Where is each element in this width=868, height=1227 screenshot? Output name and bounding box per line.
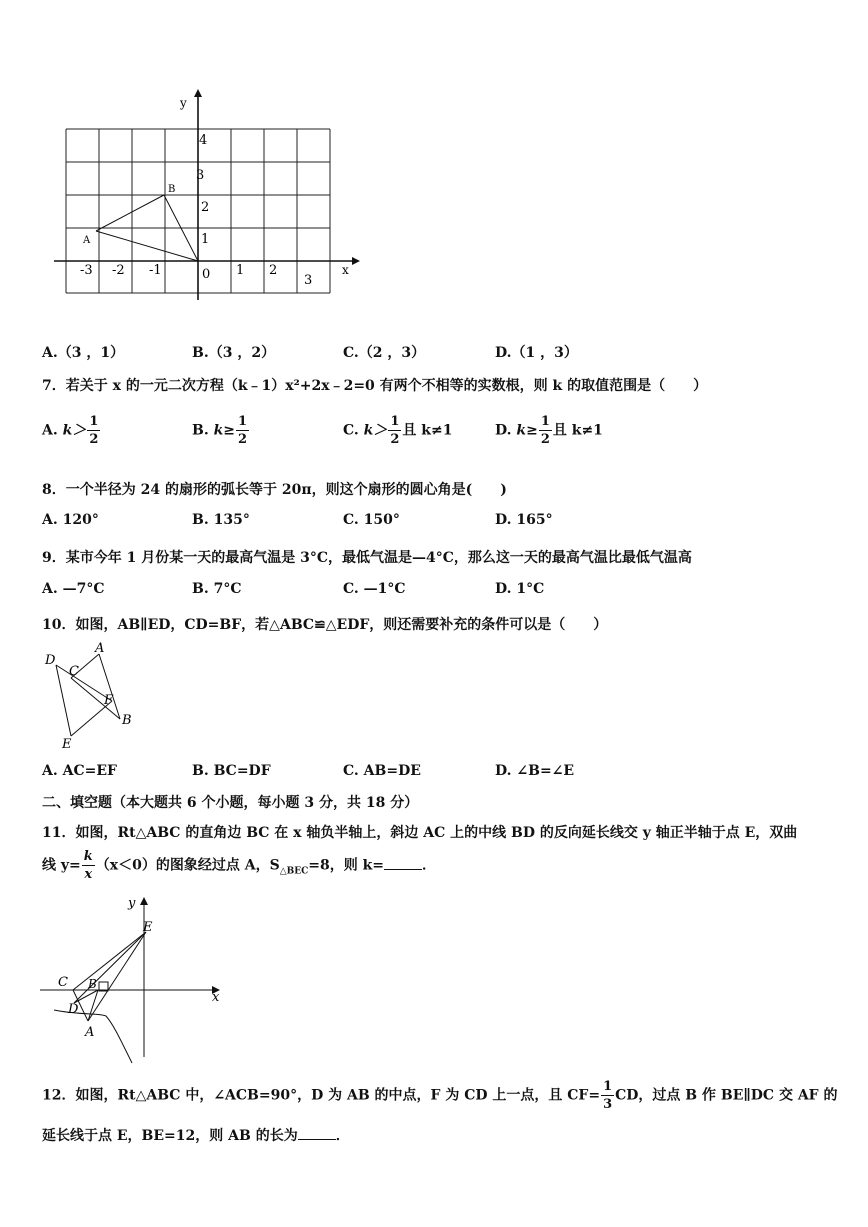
x-tick-label: 2 xyxy=(269,263,278,278)
coordinate-grid-figure xyxy=(40,85,370,300)
label-c: C xyxy=(69,664,79,679)
x-axis-label: x xyxy=(342,263,349,277)
q7-stem: 7．若关于 x 的一元二次方程（k﹣1）x²+2x﹣2=0 有两个不相等的实数根，则 k 的取值范围是（ ） xyxy=(42,378,708,394)
label-e: E xyxy=(62,737,72,752)
q8-option-a: A. 120° xyxy=(42,512,99,528)
point-b-label: B xyxy=(168,184,176,195)
x-tick-label: 3 xyxy=(304,273,313,288)
q10-option-c: C. AB=DE xyxy=(343,763,421,779)
y-tick-label: 3 xyxy=(196,168,205,183)
label-y: y xyxy=(128,896,136,911)
q10-stem: 10．如图，AB∥ED，CD=BF，若△ABC≌△EDF，则还需要补充的条件可以是（ ） xyxy=(42,617,608,633)
label-x: x xyxy=(212,990,220,1005)
section-heading: 二、填空题（本大题共 6 个小题，每小题 3 分，共 18 分） xyxy=(42,795,419,811)
q12-line1: 12．如图，Rt△ABC 中，∠ACB=90°，D 为 AB 的中点，F 为 CD 上一点，且 CF= $\frac{1}{3}$ CD，过点 B 作 BE∥DC 交 AF 的 xyxy=(42,1079,838,1112)
answer-blank[interactable] xyxy=(298,1127,336,1140)
label-a: A xyxy=(85,1025,95,1040)
label-b: B xyxy=(122,713,132,728)
q7-option-a: A. k＞ $\frac{1}{2}$ xyxy=(42,414,99,447)
label-f: F xyxy=(104,693,114,708)
q7-option-c: C. k＞ $\frac{1}{2}$ 且 k≠1 xyxy=(343,414,453,447)
label-c: C xyxy=(58,975,68,990)
q10-option-a: A. AC=EF xyxy=(42,763,117,779)
q9-stem: 9．某市今年 1 月份某一天的最高气温是 3°C，最低气温是—4°C，那么这一天的最高气温比最低气温高 xyxy=(42,550,692,566)
q11-line1: 11．如图，Rt△ABC 的直角边 BC 在 x 轴负半轴上，斜边 AC 上的中线 BD 的反向延长线交 y 轴正半轴于点 E，双曲 xyxy=(42,825,798,841)
q12-line2: 延长线于点 E，BE=12，则 AB 的长为 ． xyxy=(42,1128,350,1144)
q6-option-a: A.（3 ，1） xyxy=(42,345,125,361)
point-a-label: A xyxy=(83,235,91,246)
q6-option-c: C.（2 ，3） xyxy=(343,345,426,361)
q9-option-b: B. 7°C xyxy=(192,581,242,597)
q7-option-b: B. k≥ $\frac{1}{2}$ xyxy=(192,414,248,447)
q8-option-b: B. 135° xyxy=(192,512,250,528)
label-d: D xyxy=(68,1002,79,1017)
q6-option-d: D.（1 ，3） xyxy=(495,345,578,361)
q10-option-d: D. ∠B=∠E xyxy=(495,763,575,779)
q8-option-d: D. 165° xyxy=(495,512,553,528)
q8-stem: 8．一个半径为 24 的扇形的弧长等于 20π，则这个扇形的圆心角是( ) xyxy=(42,482,507,498)
label-a: A xyxy=(95,641,105,656)
q11-line2: 线 y= $\frac{k}{x}$ （x＜0）的图象经过点 A，$S_{\triangle BEC}=8$，则 k= ． xyxy=(42,849,437,882)
y-tick-label: 4 xyxy=(199,133,208,148)
q9-option-c: C. —1°C xyxy=(343,581,406,597)
label-e: E xyxy=(143,920,153,935)
y-tick-label: 1 xyxy=(201,232,210,247)
y-tick-label: 2 xyxy=(201,200,210,215)
x-tick-label: 0 xyxy=(202,267,211,282)
q11-hyperbola-figure xyxy=(40,895,230,1065)
y-axis-label: y xyxy=(180,96,187,110)
q7-option-d: D. k≥ $\frac{1}{2}$ 且 k≠1 xyxy=(495,414,603,447)
label-b: B xyxy=(88,977,97,991)
answer-blank[interactable] xyxy=(384,857,422,870)
x-tick-label: -1 xyxy=(149,263,162,278)
x-tick-label: 1 xyxy=(236,263,245,278)
q9-option-a: A. —7°C xyxy=(42,581,105,597)
q10-option-b: B. BC=DF xyxy=(192,763,271,779)
q8-option-c: C. 150° xyxy=(343,512,400,528)
x-tick-label: -3 xyxy=(80,263,93,278)
q9-option-d: D. 1°C xyxy=(495,581,545,597)
q10-triangle-figure xyxy=(40,640,150,755)
x-tick-label: -2 xyxy=(112,263,125,278)
q6-option-b: B.（3 ，2） xyxy=(192,345,276,361)
label-d: D xyxy=(45,653,56,668)
